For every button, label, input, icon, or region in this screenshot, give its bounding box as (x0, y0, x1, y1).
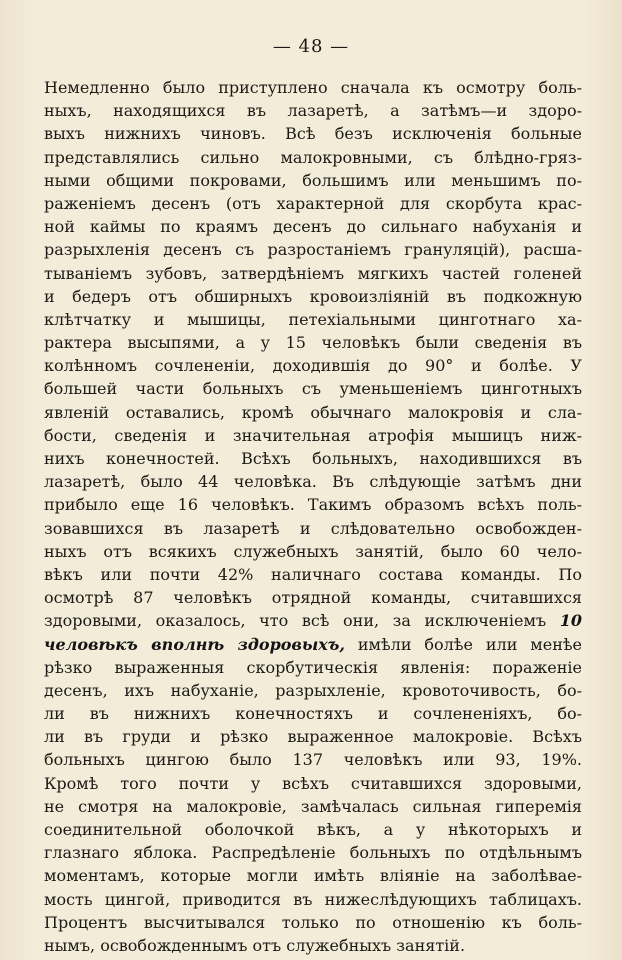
text-line: бости, сведенія и значительная атрофія мышицъ ниж- (44, 425, 582, 445)
text-line: моментамъ, которые могли имѣть вліяніе на заболѣвае- (44, 866, 582, 886)
text-line: ныхъ, находящихся въ лазаретѣ, а затѣмъ—и здоро- (44, 101, 582, 121)
handwritten-insertion: 10 (559, 611, 582, 631)
text-line: нихъ конечностей. Всѣхъ больныхъ, находившихся въ (44, 449, 582, 468)
text-line: рактера высыпями, а у 15 человѣкъ были сведенія въ (44, 333, 582, 353)
text-line: Процентъ высчитывался только по отношенію къ боль- (44, 912, 582, 932)
text-line: осмотрѣ 87 человѣкъ отрядной команды, считавшихся (44, 588, 582, 608)
text-line: больныхъ цингою было 137 человѣкъ или 93, 19%. (44, 750, 582, 770)
text-line: Немедленно было приступлено сначала къ осмотру боль- (44, 78, 582, 97)
text-line: ной каймы по краямъ деcенъ до сильнаго набуханія и (44, 217, 582, 237)
page-number: — 48 — (272, 36, 350, 57)
text-line: лазаретѣ, было 44 человѣка. Въ слѣдующіе затѣмъ дни (44, 472, 582, 492)
text-line: не смотря на малокровіе, замѣчалась сильная гиперемія (44, 796, 582, 816)
text-line: нымъ, освобожденнымъ отъ служебныхъ занятій. (44, 935, 466, 955)
text-line: тываніемъ зубовъ, затвердѣніемъ мягкихъ частей голеней (44, 263, 582, 283)
text-line: человѣкъ вполнѣ здоровыхъ, имѣли болѣе или менѣе (44, 634, 582, 654)
text-line: разрыхленія деcенъ съ разростаніемъ грануляцій), расша- (44, 240, 582, 260)
text-line: здоровыми, оказалось, что всѣ они, за исключеніемъ 10 (44, 611, 582, 631)
text-line: выхъ нижнихъ чиновъ. Всѣ безъ исключенія больные (44, 124, 582, 144)
text-line: Кромѣ того почти у всѣхъ считавшихся здоровыми, (44, 773, 582, 793)
text-line: соединительной оболочкой вѣкъ, а у нѣкоторыхъ и (44, 820, 582, 839)
text-line: и бедеръ отъ обширныхъ кровоизліяній въ подкожную (44, 286, 582, 306)
text-line: деcенъ, ихъ набуханіе, разрыхленіе, кровоточивость, бо- (44, 680, 582, 700)
text-line: колѣнномъ сочлененіи, доходившія до 90° и болѣе. У (44, 356, 582, 376)
handwritten-insertion: человѣкъ вполнѣ здоровыхъ, (44, 634, 345, 654)
text-line: большей части больныхъ съ уменьшеніемъ цинготныхъ (44, 379, 582, 399)
text-line: представлялись сильно малокровными, съ блѣдно-гряз- (44, 147, 582, 167)
text-line: ли въ груди и рѣзко выраженное малокровіе. Всѣхъ (44, 727, 582, 747)
text-line: глазнаго яблока. Распредѣленіе больныхъ по отдѣльнымъ (44, 843, 582, 863)
text-line: ли въ нижнихъ конечностяхъ и сочлененіяхъ, бо- (44, 704, 582, 724)
text-line: вѣкъ или почти 42% наличнаго состава команды. По (44, 564, 582, 584)
text-line: клѣтчатку и мышицы, петехіальными цинготнаго ха- (44, 309, 582, 329)
text-line: ныхъ отъ всякихъ служебныхъ занятій, было 60 чело- (44, 541, 582, 561)
text-line: раженіемъ деcенъ (отъ характерной для скорбута крас- (44, 193, 582, 213)
text-line: рѣзко выраженныя скорбутическія явленія: пораженіе (44, 657, 582, 677)
text-line: зовавшихся въ лазаретѣ и слѣдовательно освобожден- (44, 518, 582, 538)
text-line: мость цингой, приводится въ нижеслѣдующихъ таблицахъ. (44, 889, 582, 909)
text-line: ными общими покровами, большимъ или меньшимъ по- (44, 170, 582, 190)
body-text (44, 76, 582, 957)
text-line: прибыло еще 16 человѣкъ. Такимъ образомъ всѣхъ поль- (44, 495, 582, 515)
text-line: явленій оставались, кромѣ обычнаго малокровія и сла- (44, 402, 582, 422)
